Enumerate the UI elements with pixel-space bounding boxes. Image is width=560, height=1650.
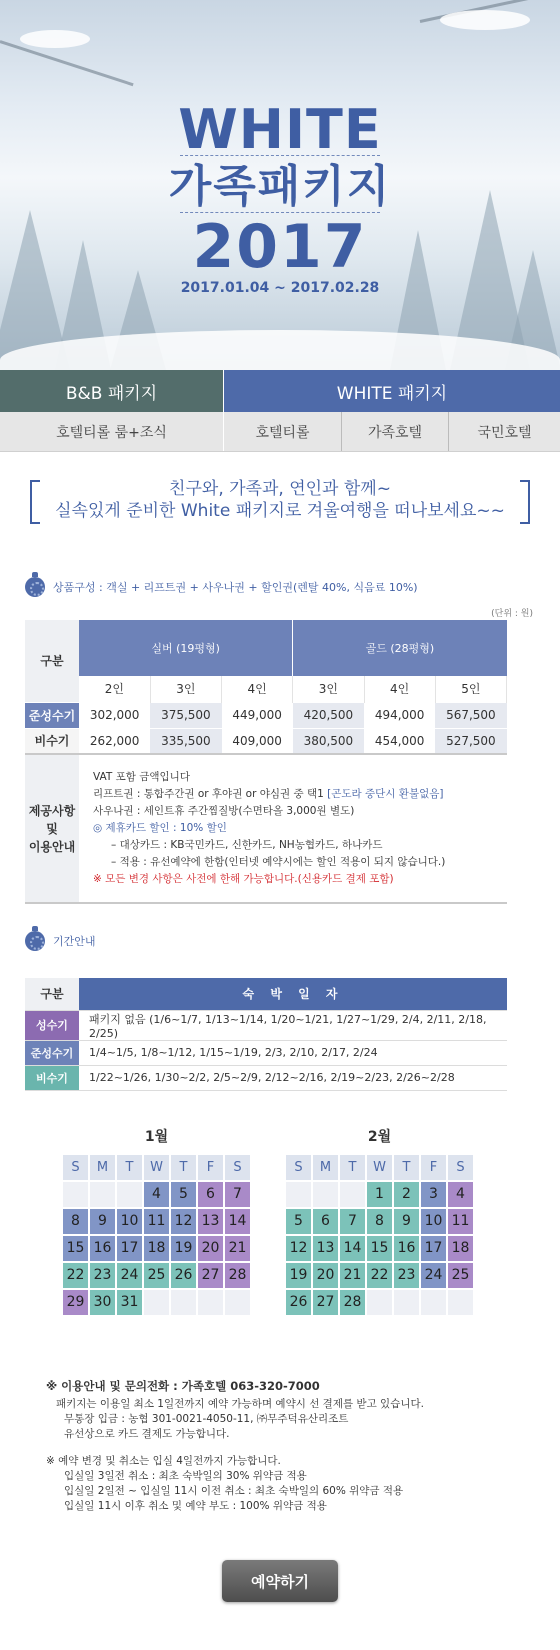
price-people: 4인 — [222, 676, 293, 702]
price-cell: 567,500 — [435, 702, 506, 728]
calendar-day: 22 — [366, 1262, 393, 1289]
price-cell: 494,000 — [364, 702, 435, 728]
subtab-hotel-tirol-breakfast[interactable]: 호텔티롤 룸+조식 — [56, 424, 167, 441]
calendar-day: 22 — [62, 1262, 89, 1289]
calendar-day: 19 — [285, 1262, 312, 1289]
calendar-empty — [170, 1289, 197, 1316]
calendar-empty — [197, 1289, 224, 1316]
bracket-right — [520, 480, 530, 524]
notice-line: VAT 포함 금액입니다 — [93, 771, 190, 783]
weekday-label: S — [224, 1154, 251, 1181]
calendars — [0, 1126, 560, 1341]
calendar-empty — [312, 1181, 339, 1208]
subtab-family-hotel[interactable]: 가족호텔 — [341, 412, 448, 451]
notice-label — [25, 754, 79, 903]
calendar-day: 19 — [170, 1235, 197, 1262]
weekday-label: T — [339, 1154, 366, 1181]
price-cell: 262,000 — [79, 728, 150, 754]
price-header-gold: 골드 (28평형) — [293, 620, 507, 676]
calendar-empty — [393, 1289, 420, 1316]
spacer — [46, 1442, 560, 1454]
period-table — [25, 978, 507, 1091]
tab-bb-package[interactable]: B&B 패키지 — [0, 370, 223, 412]
contact-line: 무통장 입금 : 농협 301-0021-4050-11, ㈜무주덕유산리조트 — [64, 1412, 349, 1425]
calendar-day: 28 — [224, 1262, 251, 1289]
hero-title-family: 가족패키지 — [168, 161, 392, 212]
hero-dates: 2017.01.04 ~ 2017.02.28 — [180, 280, 380, 296]
calendar-day: 6 — [312, 1208, 339, 1235]
calendar-day: 26 — [170, 1262, 197, 1289]
calendar-day: 12 — [170, 1208, 197, 1235]
calendar-day: 24 — [420, 1262, 447, 1289]
calendar-day: 4 — [143, 1181, 170, 1208]
calendar-day: 25 — [143, 1262, 170, 1289]
hero-title-white: WHITE — [178, 98, 382, 161]
weekday-label: T — [170, 1154, 197, 1181]
calendar-day: 13 — [312, 1235, 339, 1262]
calendar-day: 14 — [224, 1208, 251, 1235]
period-label: 기간안내 — [53, 935, 96, 948]
price-cell: 527,500 — [435, 728, 506, 754]
period-header-gubun: 구분 — [25, 978, 79, 1010]
price-people: 2인 — [79, 676, 150, 702]
calendar-day: 18 — [447, 1235, 474, 1262]
calendar-day: 20 — [312, 1262, 339, 1289]
notice-label-line: 이용안내 — [28, 839, 76, 854]
calendar-empty — [62, 1181, 89, 1208]
calendar-day: 8 — [62, 1208, 89, 1235]
weekday-label: M — [89, 1154, 116, 1181]
calendar-day: 16 — [89, 1235, 116, 1262]
calendar-day: 29 — [62, 1289, 89, 1316]
calendar-grid — [285, 1154, 474, 1316]
notice-line — [93, 786, 507, 803]
calendar-day: 10 — [116, 1208, 143, 1235]
calendar-title: 1월 — [144, 1128, 169, 1145]
bracket-left — [30, 480, 40, 524]
weekday-label: F — [420, 1154, 447, 1181]
period-header-dates: 숙 박 일 자 — [79, 978, 507, 1010]
period-label-semi-peak: 준성수기 — [25, 1040, 79, 1065]
price-row-label: 준성수기 — [25, 702, 79, 728]
weekday-label: T — [116, 1154, 143, 1181]
calendar-day: 10 — [420, 1208, 447, 1235]
subtab-national-hotel[interactable]: 국민호텔 — [448, 412, 560, 451]
calendar-day: 6 — [197, 1181, 224, 1208]
calendar-day: 20 — [197, 1235, 224, 1262]
tab-white-package[interactable]: WHITE 패키지 — [223, 370, 560, 412]
calendar-empty — [420, 1289, 447, 1316]
calendar-day: 27 — [197, 1262, 224, 1289]
calendar-day: 23 — [89, 1262, 116, 1289]
product-section-header — [25, 572, 560, 602]
calendar-day: 25 — [447, 1262, 474, 1289]
contact-line: 유선상으로 카드 결제도 가능합니다. — [64, 1427, 230, 1440]
notice-text — [79, 754, 507, 903]
calendar-empty — [339, 1181, 366, 1208]
period-value: 1/4~1/5, 1/8~1/12, 1/15~1/19, 2/3, 2/10, 2/17, 2/24 — [79, 1040, 507, 1065]
subtab-hotel-tirol[interactable]: 호텔티롤 — [223, 412, 341, 451]
notice-line: ※ 모든 변경 사항은 사전에 한해 가능합니다.(신용카드 결제 포함) — [93, 873, 394, 885]
cancel-line: 입실일 11시 이후 취소 및 예약 부도 : 100% 위약금 적용 — [64, 1499, 327, 1512]
period-value: 패키지 없음 (1/6~1/7, 1/13~1/14, 1/20~1/21, 1/27~1/29, 2/4, 2/11, 2/18, 2/25) — [79, 1010, 507, 1040]
calendar-empty — [116, 1181, 143, 1208]
calendar-day: 11 — [447, 1208, 474, 1235]
calendar-day: 27 — [312, 1289, 339, 1316]
ornament-icon — [25, 577, 45, 597]
price-cell: 302,000 — [79, 702, 150, 728]
period-label-peak: 성수기 — [25, 1010, 79, 1040]
calendar-day: 2 — [393, 1181, 420, 1208]
ornament-icon — [25, 931, 45, 951]
period-label-off-peak: 비수기 — [25, 1065, 79, 1090]
hero-year: 2017 — [192, 212, 368, 282]
calendar-day: 15 — [366, 1235, 393, 1262]
price-people: 4인 — [364, 676, 435, 702]
notice-label-line: 및 — [46, 821, 58, 836]
period-value: 1/22~1/26, 1/30~2/2, 2/5~2/9, 2/12~2/16, 2/19~2/23, 2/26~2/28 — [79, 1065, 507, 1090]
price-cell: 420,500 — [293, 702, 364, 728]
calendar-day: 30 — [89, 1289, 116, 1316]
price-people: 3인 — [150, 676, 221, 702]
price-cell: 449,000 — [222, 702, 293, 728]
price-header-gubun: 구분 — [25, 620, 79, 702]
calendar-day: 5 — [170, 1181, 197, 1208]
calendar-day: 13 — [197, 1208, 224, 1235]
calendar-empty — [224, 1289, 251, 1316]
weekday-label: W — [143, 1154, 170, 1181]
calendar-empty — [366, 1289, 393, 1316]
cancel-line: 입실일 2일전 ~ 입실일 11시 이전 취소 : 최초 숙박일의 60% 위약금 적용 — [64, 1484, 404, 1497]
price-cell: 409,000 — [222, 728, 293, 754]
price-cell: 375,500 — [150, 702, 221, 728]
weekday-label: T — [393, 1154, 420, 1181]
price-people: 5인 — [435, 676, 506, 702]
cancel-line: 입실일 3일전 취소 : 최초 숙박일의 30% 위약금 적용 — [64, 1469, 307, 1482]
calendar-day: 15 — [62, 1235, 89, 1262]
calendar-day: 12 — [285, 1235, 312, 1262]
intro-line-2: 실속있게 준비한 White 패키지로 겨울여행을 떠나보세요~~ — [55, 501, 505, 521]
weekday-label: S — [447, 1154, 474, 1181]
weekday-label: F — [197, 1154, 224, 1181]
calendar-day: 16 — [393, 1235, 420, 1262]
price-cell: 454,000 — [364, 728, 435, 754]
package-tabs — [0, 370, 560, 412]
intro-text — [0, 472, 560, 572]
notice-line: 사우나권 : 세인트휴 주간찜질방(수면타올 3,000원 별도) — [93, 805, 355, 817]
notice-gondola: [곤도라 중단시 환불없음] — [327, 788, 444, 800]
calendar-day: 1 — [366, 1181, 393, 1208]
snow-decoration — [440, 10, 530, 30]
intro-line-1: 친구와, 가족과, 연인과 함께~ — [169, 479, 391, 499]
snow-decoration — [20, 30, 90, 48]
price-header-silver: 실버 (19평형) — [79, 620, 293, 676]
price-cell: 380,500 — [293, 728, 364, 754]
notice-line: – 대상카드 : KB국민카드, 신한카드, NH농협카드, 하나카드 — [111, 839, 383, 851]
calendar-day: 23 — [393, 1262, 420, 1289]
notice-line: ◎ 제휴카드 할인 : 10% 할인 — [93, 822, 227, 834]
calendar-day: 7 — [339, 1208, 366, 1235]
calendar-day: 9 — [393, 1208, 420, 1235]
cancel-heading: ※ 예약 변경 및 취소는 입실 4일전까지 가능합니다. — [46, 1454, 281, 1467]
calendar-grid — [62, 1154, 251, 1316]
calendar-day: 11 — [143, 1208, 170, 1235]
weekday-label: S — [285, 1154, 312, 1181]
product-composition: 상품구성 : 객실 + 리프트권 + 사우나권 + 할인권(렌탈 40%, 식음료 10%) — [53, 581, 418, 594]
weekday-label: S — [62, 1154, 89, 1181]
calendar-title: 2월 — [367, 1128, 392, 1145]
contact-info — [46, 1379, 560, 1514]
calendar-day: 4 — [447, 1181, 474, 1208]
calendar-day: 31 — [116, 1289, 143, 1316]
calendar-day: 14 — [339, 1235, 366, 1262]
calendar-empty — [285, 1181, 312, 1208]
calendar-day: 5 — [285, 1208, 312, 1235]
calendar-january — [62, 1126, 251, 1316]
calendar-day: 8 — [366, 1208, 393, 1235]
contact-heading: ※ 이용안내 및 문의전화 : 가족호텔 063-320-7000 — [46, 1378, 320, 1393]
book-button[interactable]: 예약하기 — [222, 1560, 338, 1602]
price-cell: 335,500 — [150, 728, 221, 754]
calendar-day: 28 — [339, 1289, 366, 1316]
price-row-label: 비수기 — [25, 728, 79, 754]
calendar-empty — [143, 1289, 170, 1316]
calendar-day: 3 — [420, 1181, 447, 1208]
notice-lift: 리프트권 : 통합주간권 or 후야권 or 야심권 중 택1 — [93, 788, 328, 800]
calendar-day: 21 — [339, 1262, 366, 1289]
price-people: 3인 — [293, 676, 364, 702]
calendar-february — [285, 1126, 474, 1316]
calendar-empty — [89, 1181, 116, 1208]
calendar-day: 21 — [224, 1235, 251, 1262]
calendar-day: 7 — [224, 1181, 251, 1208]
notice-label-line: 제공사항 — [28, 803, 76, 818]
notice-line: – 적용 : 유선예약에 한함(인터넷 예약시에는 할인 적용이 되지 않습니다.) — [111, 856, 446, 868]
unit-note: (단위 : 원) — [491, 609, 533, 619]
hero-banner — [0, 0, 560, 370]
calendar-day: 18 — [143, 1235, 170, 1262]
calendar-day: 24 — [116, 1262, 143, 1289]
weekday-label: M — [312, 1154, 339, 1181]
contact-line: 패키지는 이용일 최소 1일전까지 예약 가능하며 예약시 선 결제를 받고 있습니다. — [56, 1397, 424, 1410]
sub-tabs — [0, 412, 560, 452]
calendar-day: 26 — [285, 1289, 312, 1316]
weekday-label: W — [366, 1154, 393, 1181]
calendar-empty — [447, 1289, 474, 1316]
calendar-day: 17 — [420, 1235, 447, 1262]
calendar-day: 9 — [89, 1208, 116, 1235]
calendar-day: 17 — [116, 1235, 143, 1262]
price-table — [25, 620, 507, 904]
period-section-header — [25, 926, 560, 956]
